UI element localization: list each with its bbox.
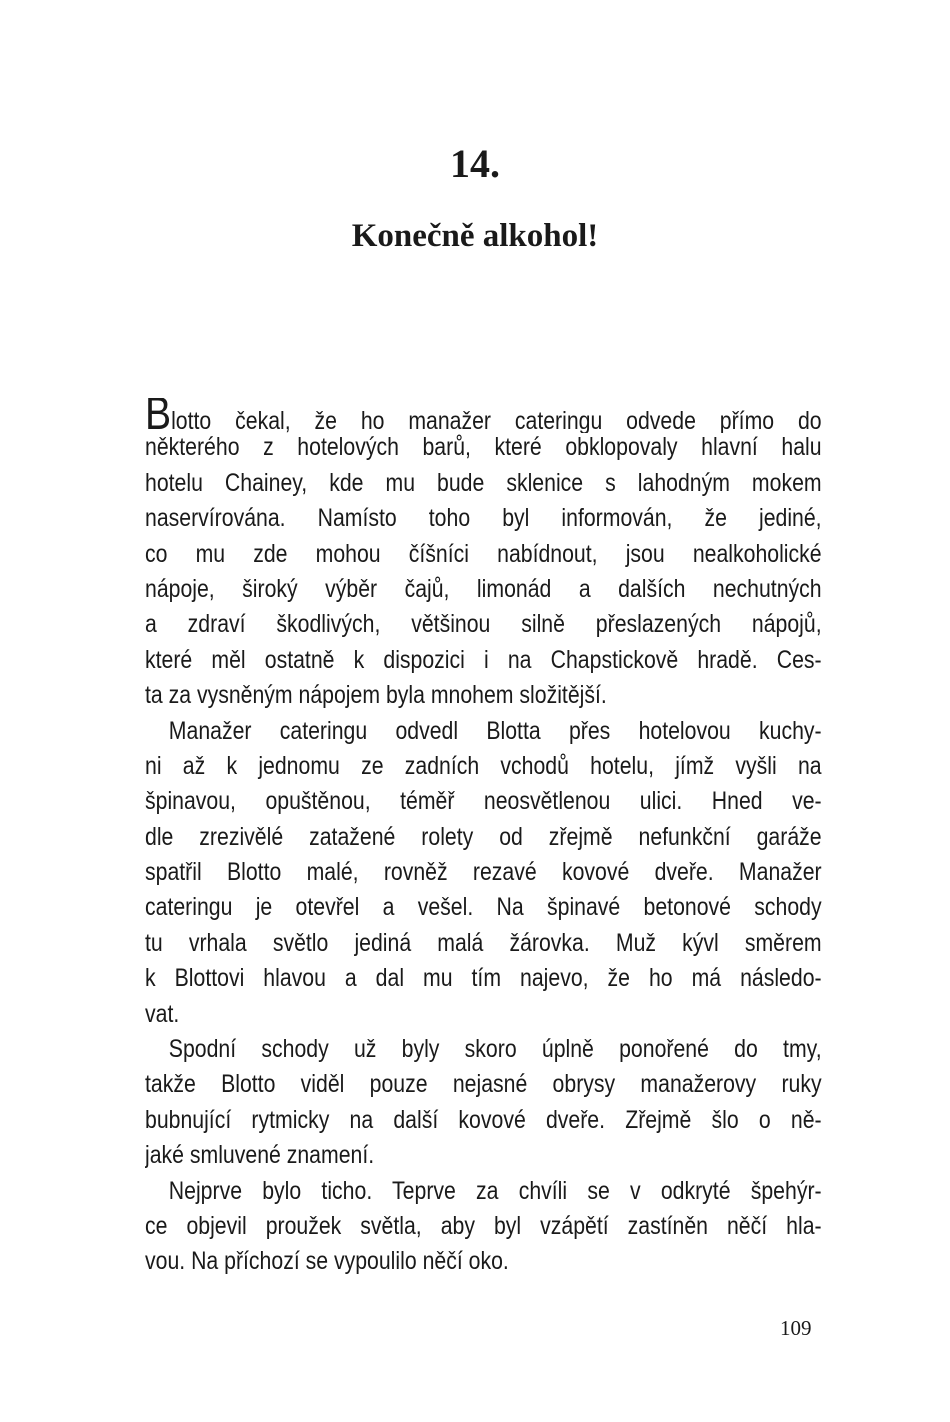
- text-line: Spodní schody už byly skoro úplně ponořené do tmy,: [168, 1035, 822, 1064]
- text-line: a zdraví škodlivých, většinou silně přeslazených nápojů,: [145, 610, 822, 639]
- text-line: dle zrezivělé zatažené rolety od zřejmě nefunkční garáže: [145, 822, 822, 851]
- text-line: ni až k jednomu ze zadních vchodů hotelu, jímž vyšli na: [145, 751, 822, 780]
- text-line: vat.: [145, 999, 180, 1028]
- text-line: Manažer cateringu odvedl Blotta přes hotelovou kuchy-: [168, 716, 822, 745]
- text-line: jaké smluvené znamení.: [145, 1141, 375, 1170]
- text-line: které měl ostatně k dispozici i na Chapstickově hradě. Ces-: [145, 645, 822, 674]
- text-line: některého z hotelových barů, které obklopovaly hlavní halu: [145, 433, 822, 462]
- text-line: ce objevil proužek světla, aby byl vzápětí zastíněn něčí hla-: [145, 1211, 822, 1240]
- text-line: co mu zde mohou číšníci nabídnout, jsou nealkoholické: [145, 539, 822, 568]
- text-line: spatřil Blotto malé, rovněž rezavé kovové dveře. Manažer: [145, 858, 822, 887]
- text-line: [145, 398, 822, 433]
- drop-cap: B: [145, 398, 172, 434]
- text-line: naservírována. Namísto toho byl informován, že jediné,: [145, 504, 822, 533]
- text-line: špinavou, opuštěnou, téměř neosvětlenou ulici. Hned ve-: [145, 787, 822, 816]
- body-text: [145, 398, 822, 1283]
- text-line: ta za vysněným nápojem byla mnohem složitější.: [145, 681, 607, 710]
- text-line-content: lotto čekal, že ho manažer cateringu odvede přímo do: [171, 407, 822, 434]
- page-number: 109: [780, 1316, 812, 1340]
- text-line: hotelu Chainey, kde mu bude sklenice s lahodným mokem: [145, 468, 822, 497]
- text-line: k Blottovi hlavou a dal mu tím najevo, že ho má následo-: [145, 964, 822, 993]
- text-line: takže Blotto viděl pouze nejasné obrysy manažerovy ruky: [145, 1070, 822, 1099]
- text-line: Nejprve bylo ticho. Teprve za chvíli se v odkryté špehýr-: [168, 1176, 822, 1205]
- text-line: cateringu je otevřel a vešel. Na špinavé betonové schody: [145, 893, 822, 922]
- text-line: tu vrhala světlo jediná malá žárovka. Muž kývl směrem: [145, 928, 822, 957]
- text-line: vou. Na příchozí se vypoulilo něčí oko.: [145, 1247, 509, 1276]
- text-line: nápoje, široký výběr čajů, limonád a dalších nechutných: [145, 574, 822, 603]
- text-line: bubnující rytmicky na další kovové dveře. Zřejmě šlo o ně-: [145, 1105, 822, 1134]
- chapter-title: Konečně alkohol!: [351, 218, 599, 254]
- chapter-number: 14.: [450, 141, 500, 186]
